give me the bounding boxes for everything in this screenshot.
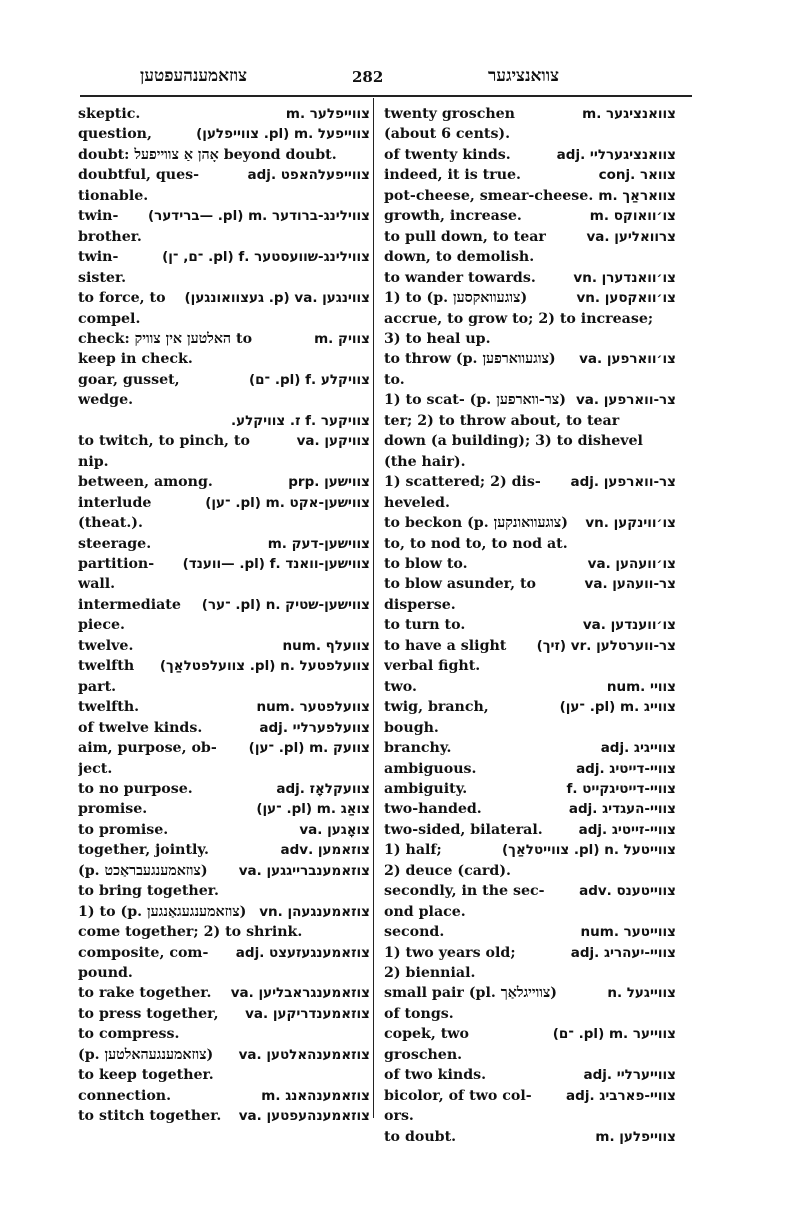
- entry-definition: to pull down, to tear: [384, 228, 546, 245]
- dictionary-entry: [384, 943, 676, 963]
- entry-definition: twelfth: [78, 658, 135, 675]
- entry-headword: צוויקלע .f (pl. ־ם): [248, 371, 370, 388]
- dictionary-entry: [78, 165, 370, 185]
- dictionary-entry: [384, 697, 676, 717]
- entry-definition: twelve.: [78, 637, 134, 654]
- entry-definition: ond place.: [384, 903, 466, 920]
- entry-definition: two.: [384, 678, 417, 695]
- entry-definition: 1) half;: [384, 842, 442, 859]
- entry-definition: small pair (pl. צווייגלאַך): [384, 985, 557, 1002]
- dictionary-entry: [384, 636, 676, 656]
- entry-headword: צוואנציגער .m: [582, 106, 676, 122]
- entry-headword: צוויי-העגדיג .adj: [568, 801, 676, 818]
- entry-definition: ambiguous.: [384, 760, 477, 777]
- entry-definition: to throw (p. צוגעווארפען): [384, 351, 556, 368]
- entry-definition: sister.: [78, 269, 127, 286]
- entry-headword: צווילינג-שוועסטער .f (pl. ־ם, ־ן): [162, 249, 370, 266]
- entry-definition: disperse.: [384, 596, 456, 613]
- entry-definition: nip.: [78, 453, 109, 470]
- entry-headword: צוזאמענהאנג .m: [261, 1087, 370, 1104]
- entry-definition: 2) deuce (card).: [384, 862, 511, 879]
- entry-definition: to bring together.: [78, 883, 219, 900]
- entry-definition: to doubt.: [384, 1128, 457, 1145]
- entry-definition: to, to nod to, to nod at.: [384, 535, 568, 552]
- entry-definition: ambiguity.: [384, 780, 468, 797]
- page-number: 282: [352, 68, 384, 86]
- entry-headword: צוזאמענגעזעצט .adj: [235, 944, 370, 961]
- dictionary-entry: [384, 390, 676, 410]
- entry-headword: צווישען .prp: [288, 474, 370, 491]
- entry-headword: צוזאמענהאלטען .va: [238, 1046, 370, 1063]
- entry-definition: of tongs.: [384, 1005, 454, 1022]
- entry-definition: indeed, it is true.: [384, 167, 521, 184]
- entry-headword: צווישען-אקט .m (pl. ־ען): [205, 494, 370, 511]
- dictionary-entry: [384, 493, 676, 513]
- entry-headword: צו׳וואוקס .m: [589, 208, 676, 225]
- entry-definition: wedge.: [78, 392, 134, 409]
- dictionary-entry: [384, 779, 676, 799]
- dictionary-entry: [78, 309, 370, 329]
- dictionary-entry: [384, 1127, 676, 1147]
- dictionary-entry: [384, 902, 676, 922]
- entry-definition: of twelve kinds.: [78, 719, 203, 736]
- dictionary-entry: [78, 881, 370, 901]
- entry-definition: (the hair).: [384, 453, 466, 470]
- entry-headword: צווייטער .num: [580, 924, 676, 941]
- entry-headword: צו׳ווינקען .vn: [585, 515, 676, 532]
- entry-definition: twin-: [78, 249, 119, 266]
- dictionary-entry: [384, 595, 676, 615]
- dictionary-entry: [78, 124, 370, 144]
- entry-definition: down, to demolish.: [384, 249, 535, 266]
- dictionary-entry: [384, 1106, 676, 1126]
- page-header: [80, 66, 700, 92]
- entry-definition: intermediate: [78, 596, 181, 613]
- entry-headword: צו׳ווענדען .va: [582, 617, 676, 634]
- dictionary-entry: [78, 595, 370, 615]
- dictionary-entry: [78, 697, 370, 717]
- dictionary-entry: [384, 861, 676, 881]
- entry-headword: צוויי-דייטיג .adj: [576, 760, 676, 777]
- dictionary-entry: [384, 1065, 676, 1085]
- entry-definition: steerage.: [78, 535, 152, 552]
- dictionary-entry: [384, 104, 676, 124]
- entry-definition: growth, increase.: [384, 208, 522, 225]
- entry-definition: tionable.: [78, 187, 149, 204]
- entry-definition: aim, purpose, ob-: [78, 740, 217, 757]
- dictionary-entry: [384, 840, 676, 860]
- dictionary-entry: [78, 186, 370, 206]
- entry-headword: צווייפלען .m: [595, 1128, 676, 1145]
- entry-definition: goar, gusset,: [78, 371, 180, 388]
- entry-headword: צר-ווארפען .va: [575, 392, 676, 409]
- entry-headword: צרוואליען .va: [586, 228, 676, 245]
- dictionary-entry: [78, 452, 370, 472]
- entry-headword: צוזאמענברייגגען .va: [238, 862, 370, 879]
- entry-headword: צווייער .m (pl. ־ם): [552, 1026, 676, 1043]
- entry-headword: צו׳וואנדערן .vn: [573, 269, 676, 286]
- dictionary-entry: [384, 799, 676, 819]
- entry-headword: צו׳ווארפען .va: [579, 351, 676, 368]
- entry-headword: צוואראַך .m: [598, 187, 676, 204]
- dictionary-entry: [78, 799, 370, 819]
- entry-definition: pot-cheese, smear-cheese.: [384, 187, 594, 204]
- entry-definition: ject.: [78, 760, 113, 777]
- dictionary-entry: [384, 1086, 676, 1106]
- entry-definition: two-handed.: [384, 801, 482, 818]
- dictionary-entry: [78, 268, 370, 288]
- dictionary-entry: [78, 1045, 370, 1065]
- entry-definition: secondly, in the sec-: [384, 883, 545, 900]
- dictionary-entry: [384, 922, 676, 942]
- entry-definition: brother.: [78, 228, 142, 245]
- dictionary-entry: [384, 1004, 676, 1024]
- entry-headword: צר-ווערטלען .vr (זיך): [536, 637, 676, 654]
- entry-definition: bough.: [384, 719, 439, 736]
- header-right-word: צוואנציגער: [488, 66, 559, 86]
- entry-headword: צוזאמענגראבליען .va: [230, 985, 370, 1002]
- entry-headword: צווייפעלהאפט .adj: [247, 167, 370, 184]
- entry-headword: צווייערליי .adj: [583, 1067, 676, 1084]
- dictionary-entry: [384, 349, 676, 369]
- entry-definition: twig, branch,: [384, 699, 489, 716]
- entry-definition: to have a slight: [384, 637, 507, 654]
- dictionary-entry: [384, 615, 676, 635]
- entry-definition: part.: [78, 678, 117, 695]
- entry-headword: צוויי-יעהריג .adj: [570, 944, 676, 961]
- entry-definition: to force, to: [78, 290, 166, 307]
- dictionary-entry: [78, 1065, 370, 1085]
- entry-definition: ter; 2) to throw about, to tear: [384, 412, 620, 429]
- dictionary-entry: [78, 227, 370, 247]
- dictionary-entry: [78, 247, 370, 267]
- entry-definition: to wander towards.: [384, 269, 536, 286]
- entry-definition: partition-: [78, 555, 155, 572]
- entry-headword: צר-ווארפען .adj: [570, 474, 676, 491]
- entry-definition: between, among.: [78, 474, 213, 491]
- entry-definition: bicolor, of two col-: [384, 1087, 532, 1104]
- entry-headword: צווייג .m (pl. ־ען): [559, 699, 676, 716]
- dictionary-entry: [78, 779, 370, 799]
- entry-headword: צווייפלער .m: [285, 106, 370, 122]
- entry-definition: to compress.: [78, 1026, 180, 1043]
- entry-definition: to stitch together.: [78, 1108, 222, 1125]
- entry-definition: doubt: אָהן אַ צווייפעל beyond doubt.: [78, 146, 337, 163]
- entry-definition: keep in check.: [78, 351, 193, 368]
- dictionary-entry: [384, 472, 676, 492]
- dictionary-entry: [78, 759, 370, 779]
- dictionary-entry: [78, 1106, 370, 1126]
- dictionary-entry: [384, 718, 676, 738]
- dictionary-entry: [78, 943, 370, 963]
- entry-headword: צוזאמען .adv: [280, 842, 370, 859]
- entry-headword: צווישען-דעק .m: [267, 535, 370, 552]
- entry-definition: second.: [384, 924, 445, 941]
- entry-headword: צוועלפטעל .n (pl. צוועלפטלאַך): [159, 658, 370, 675]
- entry-definition: of two kinds.: [384, 1067, 487, 1084]
- dictionary-entry: [384, 227, 676, 247]
- dictionary-entry: [384, 452, 676, 472]
- entry-headword: צוזאמענגעהן .vn: [259, 903, 370, 920]
- entry-definition: 2) biennial.: [384, 965, 476, 982]
- dictionary-entry: [384, 145, 676, 165]
- entry-definition: 1) to (p. צוזאמענגעגאַנגען): [78, 903, 247, 920]
- entry-definition: to turn to.: [384, 617, 466, 634]
- dictionary-entry: [78, 1086, 370, 1106]
- entry-definition: interlude: [78, 494, 152, 511]
- entry-headword: צוואר .conj: [598, 167, 676, 184]
- dictionary-entry: [78, 902, 370, 922]
- dictionary-entry: [78, 513, 370, 533]
- dictionary-entry: [78, 493, 370, 513]
- dictionary-entry: [384, 759, 676, 779]
- dictionary-entry: [384, 738, 676, 758]
- entry-definition: to keep together.: [78, 1067, 214, 1084]
- entry-definition: (theat.).: [78, 515, 143, 532]
- dictionary-entry: [78, 615, 370, 635]
- entry-headword: צוועק .m (pl. ־ען): [248, 740, 370, 757]
- dictionary-entry: [78, 145, 370, 165]
- dictionary-entry: [78, 718, 370, 738]
- dictionary-entry: [384, 656, 676, 676]
- entry-definition: together, jointly.: [78, 842, 209, 859]
- entry-definition: doubtful, ques-: [78, 167, 199, 184]
- entry-definition: (p. צוזאמענגעהאלטען): [78, 1046, 214, 1063]
- entry-definition: to press together,: [78, 1005, 219, 1022]
- entry-headword: צוויי-זייטיג .adj: [578, 821, 676, 838]
- entry-definition: come together; 2) to shrink.: [78, 924, 303, 941]
- dictionary-entry: [384, 165, 676, 185]
- dictionary-entry: [384, 288, 676, 308]
- dictionary-entry: [78, 840, 370, 860]
- entry-definition: twin-: [78, 208, 119, 225]
- entry-headword: צווייפעל .m (pl. צווייפלען): [196, 126, 370, 143]
- entry-definition: to blow asunder, to: [384, 576, 536, 593]
- dictionary-entry: [384, 1024, 676, 1065]
- dictionary-entry: [78, 574, 370, 594]
- header-rule: [80, 95, 692, 97]
- column-divider: [373, 98, 374, 1118]
- entry-headword: צווייגיג .adj: [600, 740, 676, 757]
- dictionary-entry: [384, 677, 676, 697]
- dictionary-entry: [78, 922, 370, 942]
- entry-definition: skeptic.: [78, 106, 141, 122]
- dictionary-entry: [384, 268, 676, 288]
- entry-headword: צוואנציגערליי .adj: [556, 146, 676, 163]
- left-column: [78, 104, 370, 1127]
- entry-definition: twelfth.: [78, 699, 140, 716]
- dictionary-entry: [384, 370, 676, 390]
- entry-headword: צווישען-וואנד .f (pl. —ווענד): [182, 555, 370, 572]
- entry-definition: twenty groschen: [384, 106, 515, 122]
- entry-definition: down (a building); 3) to dishevel: [384, 433, 643, 450]
- dictionary-entry: [78, 206, 370, 226]
- dictionary-entry: [384, 983, 676, 1003]
- entry-definition: 1) to scat- (p. צר-ווארפען): [384, 392, 566, 409]
- dictionary-entry: [384, 309, 676, 329]
- entry-definition: 1) two years old;: [384, 944, 516, 961]
- dictionary-entry: [78, 554, 370, 574]
- entry-definition: wall.: [78, 576, 116, 593]
- entry-headword: צווינגען .va (p. געצוואונגען): [184, 290, 370, 307]
- entry-headword: צר-וועהען .va: [584, 576, 676, 593]
- header-left-word: צוזאמענהעפטען: [140, 66, 248, 86]
- dictionary-entry: [384, 124, 676, 144]
- entry-headword: צו׳וועהען .va: [587, 555, 676, 572]
- entry-headword: צוועלפערליי .adj: [259, 719, 370, 736]
- entry-headword: צווישען-שטיק .n (pl. ־ער): [201, 596, 370, 613]
- dictionary-entry: [78, 636, 370, 656]
- dictionary-entry: [384, 329, 676, 349]
- dictionary-entry: [384, 186, 676, 206]
- entry-definition: (p. צוזאמענגעבראַכט): [78, 862, 208, 879]
- entry-definition: question,: [78, 126, 152, 143]
- entry-definition: heveled.: [384, 494, 450, 511]
- dictionary-entry: [384, 206, 676, 226]
- dictionary-entry: [78, 677, 370, 697]
- entry-definition: 1) to (p. צוגעוואקסען): [384, 290, 528, 307]
- dictionary-entry: [78, 861, 370, 881]
- entry-headword: צוועקלאָז .adj: [276, 780, 370, 797]
- dictionary-entry: [78, 820, 370, 840]
- dictionary-entry: [384, 431, 676, 451]
- dictionary-entry: [78, 104, 370, 124]
- entry-definition: to beckon (p. צוגעוואונקען): [384, 515, 568, 532]
- entry-definition: (about 6 cents).: [384, 126, 511, 143]
- entry-definition: composite, com-: [78, 944, 209, 961]
- entry-headword: צואַג .m (pl. ־ען): [256, 801, 370, 818]
- dictionary-entry: [384, 820, 676, 840]
- dictionary-entry: [78, 390, 370, 410]
- dictionary-entry: [384, 411, 676, 431]
- dictionary-entry: [78, 411, 370, 431]
- dictionary-entry: [78, 1024, 370, 1044]
- entry-definition: to twitch, to pinch, to: [78, 433, 250, 450]
- dictionary-entry: [384, 881, 676, 901]
- dictionary-entry: [384, 554, 676, 574]
- entry-headword: צוועלפטער .num: [256, 699, 370, 716]
- entry-headword: צוויי .num: [606, 678, 676, 695]
- entry-headword: צוויי-דייטיגקייט .f: [566, 780, 676, 797]
- entry-definition: piece.: [78, 617, 125, 634]
- entry-definition: to rake together.: [78, 985, 212, 1002]
- entry-definition: promise.: [78, 801, 148, 818]
- entry-headword: צואָגען .va: [299, 821, 370, 838]
- entry-headword: צווייטענס .adv: [579, 883, 676, 900]
- dictionary-entry: [78, 431, 370, 451]
- entry-headword: צווייטעל .n (pl. צווייטלאַך): [502, 842, 676, 859]
- dictionary-entry: [78, 656, 370, 676]
- dictionary-entry: [78, 738, 370, 758]
- dictionary-entry: [384, 574, 676, 594]
- entry-headword: צוזאמענדריקען .va: [245, 1005, 370, 1022]
- entry-headword: צו׳וואקסען .vn: [576, 290, 676, 307]
- entry-headword: צווילינג-ברודער .m (pl. —ברידער): [148, 208, 370, 225]
- entry-definition: accrue, to grow to; 2) to increase;: [384, 310, 654, 327]
- entry-definition: connection.: [78, 1087, 172, 1104]
- entry-definition: to blow to.: [384, 555, 468, 572]
- entry-definition: to.: [384, 371, 405, 388]
- entry-definition: of twenty kinds.: [384, 146, 511, 163]
- entry-definition: branchy.: [384, 740, 452, 757]
- entry-definition: pound.: [78, 965, 133, 982]
- dictionary-entry: [78, 329, 370, 349]
- entry-headword: צוויק .m: [314, 330, 370, 347]
- entry-definition: compel.: [78, 310, 141, 327]
- dictionary-entry: [384, 534, 676, 554]
- entry-headword: צוועלף .num: [282, 637, 370, 654]
- dictionary-entry: [78, 370, 370, 390]
- dictionary-entry: [78, 983, 370, 1003]
- entry-definition: to promise.: [78, 821, 169, 838]
- dictionary-entry: [384, 963, 676, 983]
- entry-definition: two-sided, bilateral.: [384, 821, 543, 838]
- entry-definition: verbal fight.: [384, 658, 481, 675]
- dictionary-entry: [384, 247, 676, 267]
- entry-headword: צוויקער .f ז. צוויקלע.: [230, 412, 370, 429]
- entry-definition: ors.: [384, 1108, 414, 1125]
- entry-definition: 3) to heal up.: [384, 330, 491, 347]
- entry-definition: to no purpose.: [78, 780, 193, 797]
- entry-headword: צוויי-פארביג .adj: [566, 1087, 676, 1104]
- dictionary-entry: [78, 1004, 370, 1024]
- entry-headword: צווייגעל .n: [607, 985, 676, 1002]
- entry-definition: 1) scattered; 2) dis-: [384, 474, 541, 491]
- dictionary-entry: [78, 534, 370, 554]
- entry-headword: צוזאמענהעפטען .va: [238, 1108, 370, 1125]
- dictionary-entry: [78, 963, 370, 983]
- entry-definition: check: האלטען אין צוויק to: [78, 330, 253, 347]
- right-column: [384, 104, 676, 1147]
- dictionary-entry: [78, 472, 370, 492]
- dictionary-entry: [384, 513, 676, 533]
- dictionary-entry: [78, 288, 370, 308]
- entry-definition: copek, two groschen.: [384, 1026, 469, 1063]
- dictionary-entry: [78, 349, 370, 369]
- entry-headword: צוויקען .va: [296, 433, 370, 450]
